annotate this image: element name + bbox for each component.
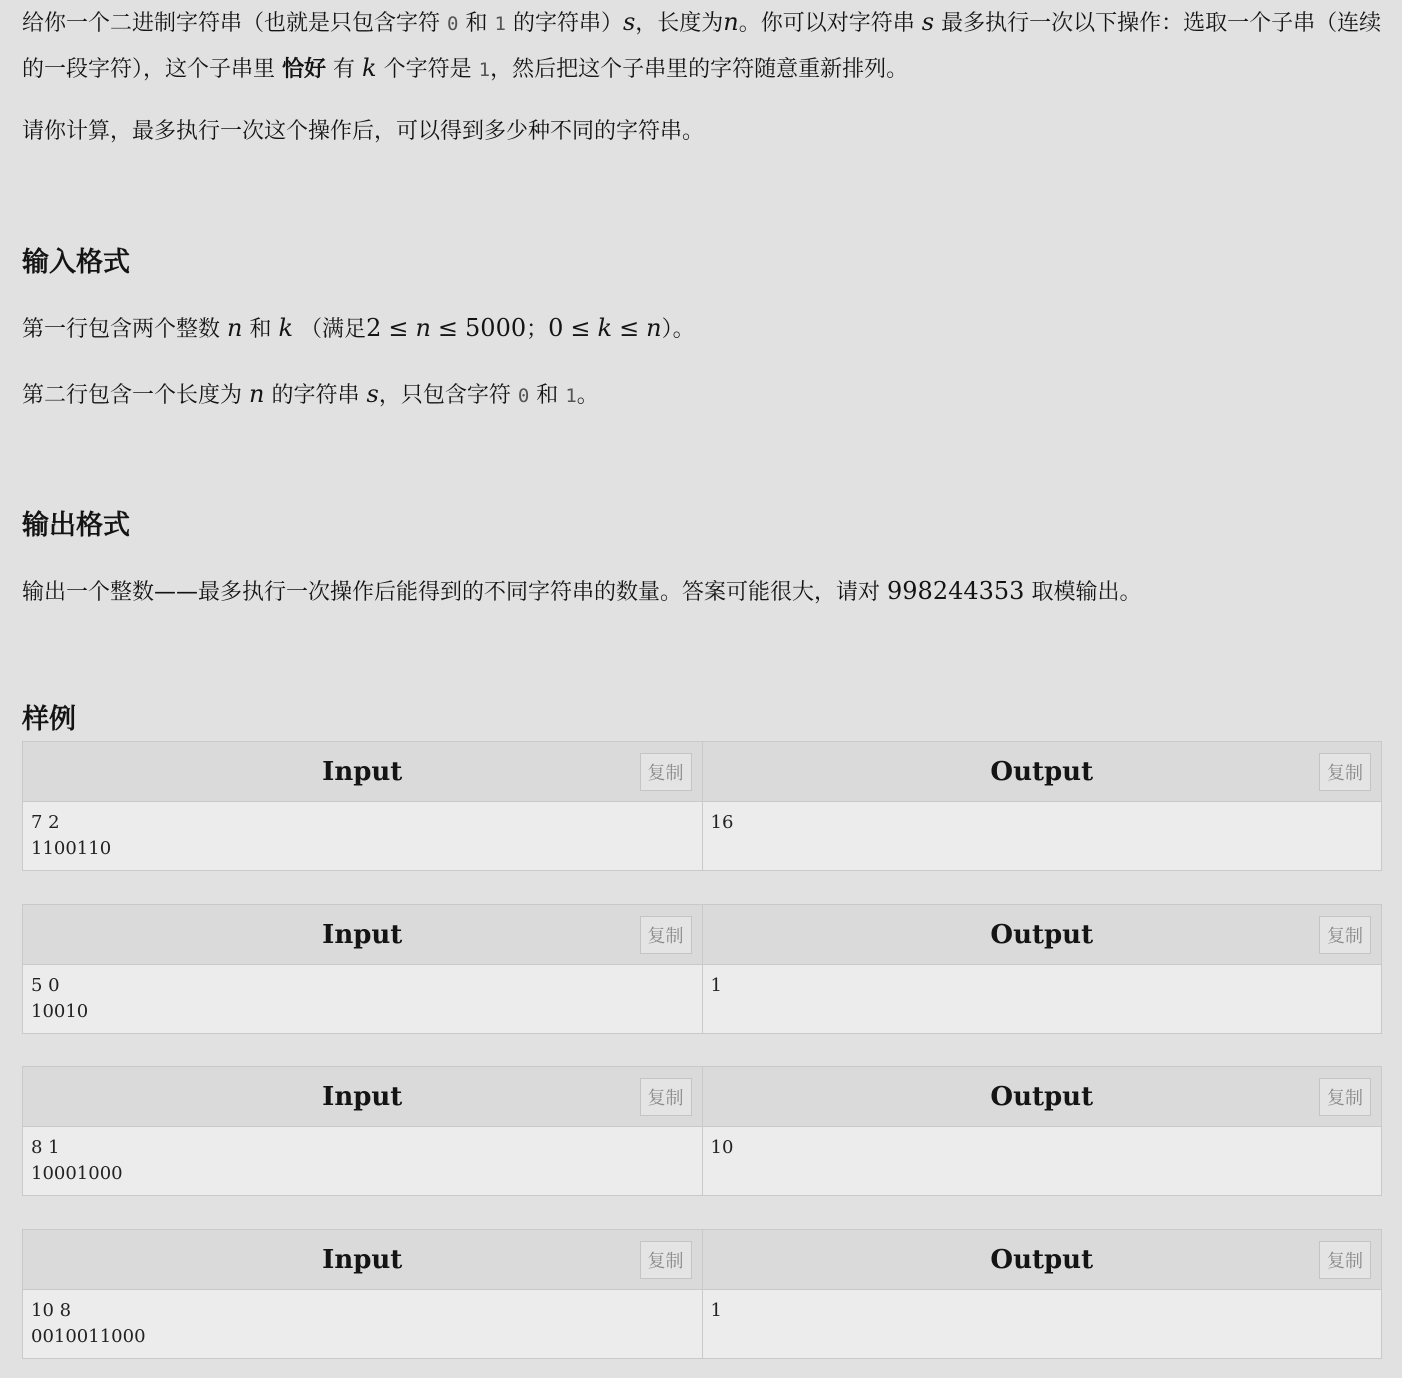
sample-input-header — [23, 742, 702, 802]
inline-code: 0 — [447, 13, 459, 35]
sample-output-content: 16 — [703, 802, 1382, 870]
math-num: 0 — [548, 314, 564, 342]
math-var: s — [921, 8, 935, 36]
inline-code: 1 — [565, 385, 577, 407]
text: 输出一个整数——最多执行一次操作后能得到的不同字符串的数量。答案可能很大，请对 — [22, 580, 881, 605]
sample-output-title: Output — [990, 1244, 1094, 1275]
input-format-line-2 — [22, 372, 1382, 418]
sample-input-content: 8 1 10001000 — [23, 1127, 702, 1195]
text: ，然后把这个子串里的字符随意重新排列。 — [490, 57, 909, 82]
sample-output-title: Output — [990, 1081, 1094, 1112]
math-var: k — [362, 54, 377, 82]
math-var: s — [622, 8, 636, 36]
sample-input-panel — [23, 1067, 702, 1195]
sample-input-panel — [23, 905, 702, 1033]
sample-block — [22, 741, 1382, 871]
copy-input-button[interactable]: 复制 — [640, 916, 692, 954]
text: 的字符串） — [512, 11, 623, 36]
copy-output-button[interactable]: 复制 — [1319, 753, 1371, 791]
math-var: k — [597, 314, 613, 342]
input-format-heading: 输入格式 — [22, 247, 130, 278]
math-num: 2 — [366, 314, 382, 342]
sample-output-panel — [702, 1067, 1382, 1195]
inline-code: 1 — [478, 59, 491, 81]
text: ，长度为 — [635, 11, 724, 36]
text: 有 — [333, 57, 356, 82]
sample-output-header — [703, 742, 1382, 802]
copy-input-button[interactable]: 复制 — [640, 753, 692, 791]
text: 。 — [576, 383, 599, 408]
copy-output-button[interactable]: 复制 — [1319, 916, 1371, 954]
sample-input-header — [23, 1230, 702, 1290]
text: ）。 — [661, 317, 695, 342]
sample-output-header — [703, 1067, 1382, 1127]
sample-input-content: 10 8 0010011000 — [23, 1290, 702, 1358]
text: 个字符是 — [383, 57, 472, 82]
sample-output-header — [703, 905, 1382, 965]
text: 取模输出。 — [1031, 580, 1142, 605]
text: （满足 — [300, 317, 367, 342]
sample-input-title: Input — [322, 756, 403, 787]
sample-output-content: 1 — [703, 1290, 1382, 1358]
math-op: ≤ — [388, 314, 409, 342]
text: 和 — [249, 317, 272, 342]
sample-input-header — [23, 905, 702, 965]
sample-output-title: Output — [990, 756, 1094, 787]
sample-output-panel — [702, 905, 1382, 1033]
text: ，只包含字符 — [378, 383, 511, 408]
copy-input-button[interactable]: 复制 — [640, 1078, 692, 1116]
sample-output-panel — [702, 742, 1382, 870]
inline-code: 1 — [494, 13, 506, 35]
math-num: 998244353 — [887, 577, 1025, 605]
sample-output-content: 1 — [703, 965, 1382, 1033]
inline-code: 0 — [517, 385, 530, 407]
copy-output-button[interactable]: 复制 — [1319, 1241, 1371, 1279]
bold-text: 恰好 — [282, 57, 327, 82]
samples-heading: 样例 — [22, 704, 76, 735]
sample-input-panel — [23, 742, 702, 870]
statement-paragraph-2: 请你计算，最多执行一次这个操作后，可以得到多少种不同的字符串。 — [22, 119, 705, 144]
math-var: n — [723, 8, 739, 36]
sample-output-header — [703, 1230, 1382, 1290]
math-op: ≤ — [437, 314, 459, 342]
sample-input-title: Input — [322, 919, 403, 950]
math-op: ≤ — [570, 314, 591, 342]
copy-output-button[interactable]: 复制 — [1319, 1078, 1371, 1116]
sample-input-header — [23, 1067, 702, 1127]
math-var: n — [227, 314, 243, 342]
text: 和 — [536, 383, 559, 408]
sample-input-title: Input — [322, 1244, 403, 1275]
sample-output-content: 10 — [703, 1127, 1382, 1195]
statement-paragraph-1 — [22, 0, 1382, 92]
sample-output-title: Output — [990, 919, 1094, 950]
output-format-heading: 输出格式 — [22, 510, 130, 541]
output-format-line — [22, 569, 1382, 615]
math-var: n — [249, 380, 265, 408]
sample-input-content: 7 2 1100110 — [23, 802, 702, 870]
text: 和 — [465, 11, 488, 36]
math-var: s — [366, 380, 379, 408]
math-var: n — [646, 314, 662, 342]
sample-input-panel — [23, 1230, 702, 1358]
sample-input-title: Input — [322, 1081, 403, 1112]
math-num: 5000 — [465, 314, 527, 342]
sample-block — [22, 1066, 1382, 1196]
text: 第一行包含两个整数 — [22, 317, 221, 342]
sample-output-panel — [702, 1230, 1382, 1358]
math-var: n — [415, 314, 431, 342]
text: 最多执行一次以下操作：选取一个子串（连续的一段字符），这个子串里 — [22, 11, 1382, 82]
text: 的字符串 — [271, 383, 360, 408]
math-op: ≤ — [619, 314, 640, 342]
text: 。你可以对字符串 — [738, 11, 915, 36]
sample-block — [22, 1229, 1382, 1359]
sample-block — [22, 904, 1382, 1034]
text: 第二行包含一个长度为 — [22, 383, 243, 408]
sample-input-content: 5 0 10010 — [23, 965, 702, 1033]
text: ； — [526, 317, 549, 342]
math-var: k — [278, 314, 294, 342]
input-format-line-1 — [22, 306, 1382, 352]
text: 给你一个二进制字符串（也就是只包含字符 — [22, 11, 441, 36]
copy-input-button[interactable]: 复制 — [640, 1241, 692, 1279]
